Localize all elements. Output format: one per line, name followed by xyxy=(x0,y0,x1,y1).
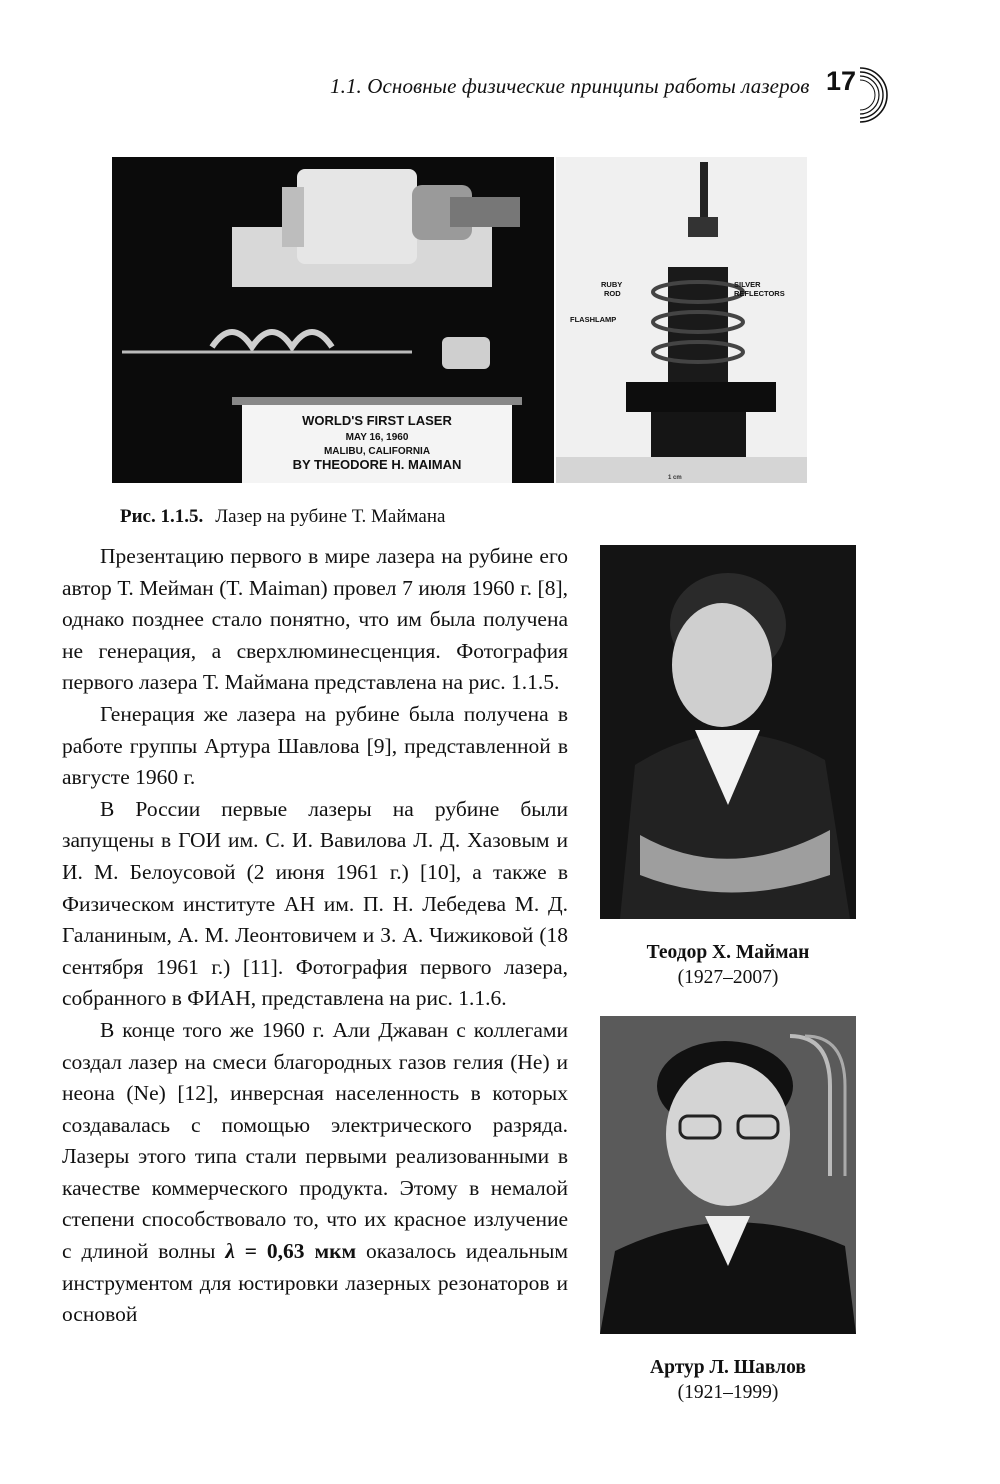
schawlow-years: (1921–1999) xyxy=(677,1382,779,1403)
paragraph-2: Генерация же лазера на рубине была получена в работе группы Артура Шавлова [9], представленной в августе 1960 г. xyxy=(62,701,568,790)
maiman-caption xyxy=(600,940,856,990)
body-text-column xyxy=(62,541,568,1331)
plaque-line-4: BY THEODORE H. MAIMAN xyxy=(292,457,462,472)
figure-caption-text: Лазер на рубине Т. Маймана xyxy=(215,506,446,527)
paragraph-4-start: В конце того же 1960 г. Али Джаван с коллегами создал лазер на смеси благородных газов гелия (He) и неона (Ne) [12], инверсная населенность в которых создавалась с помощью электрического разряда. Лазеры этого типа стали первыми реализованными в качестве коммерческого продукта. Этому в немалой степени способствовало то, что их красное излучение с длиной волны xyxy=(62,1017,568,1264)
paragraph-4-end: оказалось идеальным инструментом для юстировки лазерных резонаторов и основой xyxy=(62,1239,569,1327)
plaque-line-3: MALIBU, CALIFORNIA xyxy=(323,446,431,457)
maiman-years: (1927–2007) xyxy=(677,967,779,988)
maiman-name: Теодор Х. Майман xyxy=(646,942,810,963)
laser-components-photo xyxy=(556,157,807,483)
label-scale: 1 cm xyxy=(668,475,682,481)
figure-caption xyxy=(120,506,445,528)
maiman-laser-photo xyxy=(112,157,554,483)
label-silver: SILVER xyxy=(734,280,761,289)
label-rod: ROD xyxy=(604,289,621,298)
schawlow-portrait xyxy=(600,1016,856,1334)
figure-number: Рис. 1.1.5. xyxy=(120,506,204,527)
page-number: 17 xyxy=(826,66,857,96)
paragraph-4 xyxy=(62,1015,568,1331)
maiman-portrait xyxy=(600,545,856,919)
label-flashlamp: FLASHLAMP xyxy=(570,315,617,324)
schawlow-caption xyxy=(600,1355,856,1405)
lambda-symbol: λ xyxy=(225,1239,235,1264)
plaque-line-2: MAY 16, 1960 xyxy=(345,432,409,443)
running-header-title: 1.1. Основные физические принципы работы лазеров xyxy=(330,74,810,98)
lambda-value: = 0,63 мкм xyxy=(234,1239,357,1264)
label-ruby: RUBY xyxy=(601,280,623,289)
schawlow-name: Артур Л. Шавлов xyxy=(650,1357,806,1378)
label-reflectors: REFLECTORS xyxy=(734,289,785,298)
paragraph-3: В России первые лазеры на рубине были запущены в ГОИ им. С. И. Вавилова Л. Д. Хазовым и И. М. Белоусовой (2 июня 1961 г.) [10], а также в Физическом институте АН им. П. Н. Лебедева М. Д. Галаниным, А. М. Леонтовичем и З. А. Чижиковой (18 сентября 1961 г.) [11]. Фотография первого лазера, собранного в ФИАН, представлена на рис. 1.1.6. xyxy=(62,796,568,1011)
paragraph-1: Презентацию первого в мире лазера на рубине его автор Т. Мейман (T. Maiman) провел 7 июля 1960 г. [8], однако позднее стало понятно, что им была получена не генерация, а сверхлюминесценция. Фотография первого лазера Т. Маймана представлена на рис. 1.1.5. xyxy=(62,544,568,695)
plaque-line-1: WORLD'S FIRST LASER xyxy=(302,413,452,428)
